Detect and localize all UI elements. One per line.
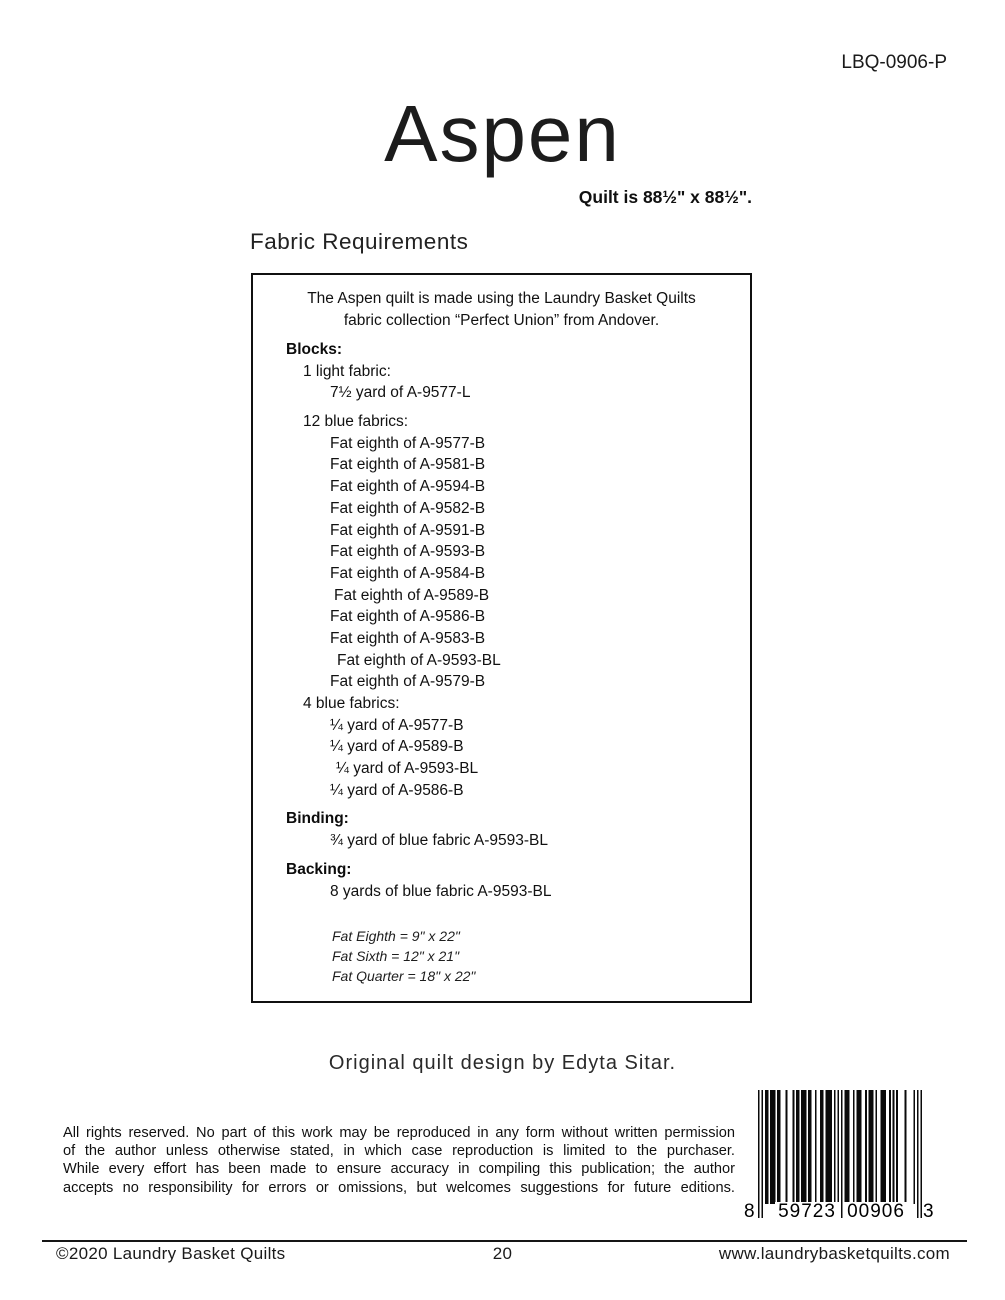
legal-text bbox=[63, 1124, 735, 1197]
requirement-line: Backing: bbox=[286, 860, 352, 878]
requirement-line: ¼ yard of A-9589-B bbox=[330, 738, 464, 756]
requirement-line: 12 blue fabrics: bbox=[303, 413, 409, 431]
intro-text bbox=[253, 288, 750, 332]
requirement-line: Fat eighth of A-9584-B bbox=[330, 564, 486, 582]
requirement-line: 1 light fabric: bbox=[303, 362, 391, 380]
fabric-requirements-box bbox=[251, 273, 752, 1003]
section-heading: Fabric Requirements bbox=[250, 229, 469, 254]
legal-line: All rights reserved. No part of this work may be reproduced in any form without written permission bbox=[63, 1125, 735, 1141]
quilt-size-text: Quilt is 88½" x 88½". bbox=[578, 187, 752, 207]
page-number: 20 bbox=[492, 1244, 513, 1263]
product-code: LBQ-0906-P bbox=[841, 52, 947, 73]
requirement-line: Binding: bbox=[286, 810, 349, 828]
requirements-list bbox=[253, 339, 750, 902]
requirement-line: ¼ yard of A-9577-B bbox=[330, 716, 464, 734]
design-credit: Original quilt design by Edyta Sitar. bbox=[328, 1052, 677, 1074]
footer-website: www.laundrybasketquilts.com bbox=[718, 1244, 950, 1263]
footer-copyright: ©2020 Laundry Basket Quilts bbox=[56, 1244, 286, 1263]
intro-line: fabric collection “Perfect Union” from Andover. bbox=[343, 312, 660, 329]
note-line: Fat Sixth = 12" x 21" bbox=[332, 948, 460, 965]
requirement-line: Fat eighth of A-9582-B bbox=[330, 499, 486, 517]
barcode-digit-check: 3 bbox=[923, 1201, 934, 1222]
note-line: Fat Quarter = 18" x 22" bbox=[332, 968, 476, 985]
requirement-line: Fat eighth of A-9581-B bbox=[330, 456, 486, 474]
requirement-line: Fat eighth of A-9593-B bbox=[330, 543, 486, 561]
legal-line: of the author unless otherwise stated, in which case reproduction is limited to the purchaser. bbox=[63, 1143, 735, 1160]
requirement-line: ¼ yard of A-9593-BL bbox=[336, 760, 479, 778]
requirement-line: Fat eighth of A-9594-B bbox=[330, 478, 486, 496]
page-title: Aspen bbox=[384, 89, 621, 178]
requirement-line: Blocks: bbox=[286, 341, 342, 358]
legal-line: accepts no responsibility for errors or omissions, but welcomes suggestions for future editions. bbox=[63, 1179, 735, 1196]
cut-size-notes bbox=[253, 926, 750, 986]
barcode-digit-group1: 59723 bbox=[775, 1202, 839, 1221]
footer-rule bbox=[42, 1240, 967, 1242]
requirement-line: Fat eighth of A-9589-B bbox=[334, 586, 490, 604]
requirement-line: Fat eighth of A-9586-B bbox=[330, 608, 486, 626]
requirement-line: Fat eighth of A-9591-B bbox=[330, 521, 486, 539]
barcode-digit-lead: 8 bbox=[744, 1201, 755, 1222]
requirement-line: Fat eighth of A-9579-B bbox=[330, 673, 486, 691]
intro-line: The Aspen quilt is made using the Laundry Basket Quilts bbox=[307, 290, 696, 307]
legal-line: While every effort has been made to ensure accuracy in compiling this publication; the author bbox=[63, 1161, 735, 1178]
requirement-line: ¾ yard of blue fabric A-9593-BL bbox=[330, 832, 548, 850]
note-line: Fat Eighth = 9" x 22" bbox=[332, 928, 460, 945]
requirement-line: 7½ yard of A-9577-L bbox=[330, 384, 471, 402]
requirement-line: 4 blue fabrics: bbox=[303, 695, 400, 712]
barcode-bars bbox=[758, 1090, 922, 1218]
requirement-line: 8 yards of blue fabric A-9593-BL bbox=[330, 882, 552, 900]
barcode-digit-group2: 00906 bbox=[844, 1202, 908, 1221]
requirement-line: ¼ yard of A-9586-B bbox=[330, 781, 464, 799]
barcode bbox=[744, 1090, 934, 1222]
requirement-line: Fat eighth of A-9593-BL bbox=[337, 651, 501, 669]
requirement-line: Fat eighth of A-9577-B bbox=[330, 434, 486, 452]
requirement-line: Fat eighth of A-9583-B bbox=[330, 629, 486, 647]
